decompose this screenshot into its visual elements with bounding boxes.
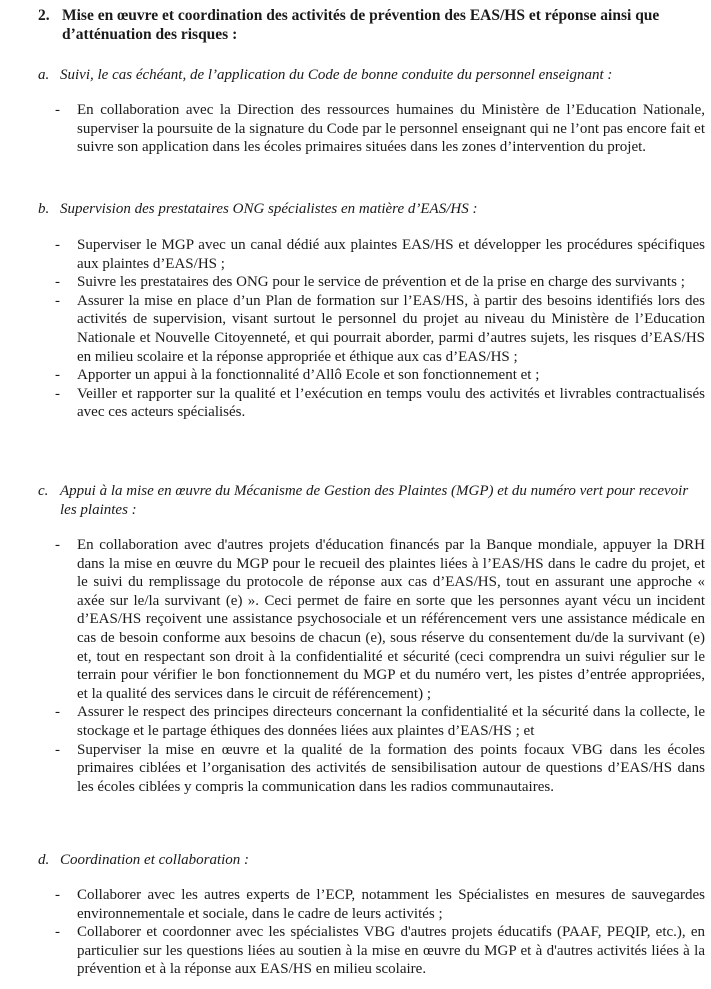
list-item-text: Veiller et rapporter sur la qualité et l’exécution en temps voulu des activités et livrables contractualisés avec ces acteurs spécialisés.	[77, 385, 705, 421]
section-number: 2.	[38, 7, 50, 24]
list-item	[55, 101, 705, 157]
subsection-title-text: Appui à la mise en œuvre du Mécanisme de Gestion des Plaintes (MGP) et du numéro vert pour recevoir les plaintes :	[60, 483, 689, 518]
subsection-c-title	[38, 482, 698, 520]
subsection-b-title	[38, 200, 698, 219]
bullet-dash: -	[55, 274, 60, 291]
list-item-text: En collaboration avec la Direction des ressources humaines du Ministère de l’Education Nationale, superviser la poursuite de la signature du Code par le personnel enseignant qui ne l’ont pas encore fait et suivre son application dans les écoles primaires situées dans les zones d’intervention du projet.	[77, 102, 705, 156]
list-item-text: Collaborer avec les autres experts de l’ECP, notamment les Spécialistes en mesures de sauvegardes environnementale et sociale, dans le cadre de leurs activités ;	[77, 887, 705, 922]
list-item-text: Superviser la mise en œuvre et la qualité de la formation des points focaux VBG dans les écoles primaires ciblées et l’organisation des activités de sensibilisation autour de questions d’EAS/HS dans les écoles ciblées y compris la communication dans les radios communautaires.	[77, 741, 705, 795]
subsection-title-text: Coordination et collaboration :	[60, 852, 250, 868]
list-item	[55, 703, 705, 740]
subsection-d-list	[55, 886, 705, 979]
list-item-text: Collaborer et coordonner avec les spécialistes VBG d'autres projets éducatifs (PAAF, PEQIP, etc.), en particulier sur les questions liées au soutien à la mise en œuvre du MGP et à d'autres activités liées à la prévention et à la réponse aux EAS/HS en milieu scolaire.	[77, 924, 705, 978]
bullet-dash: -	[55, 292, 60, 309]
bullet-dash: -	[55, 237, 60, 253]
section-heading	[38, 6, 698, 44]
bullet-dash: -	[55, 924, 60, 941]
subsection-a-title	[38, 66, 698, 85]
subsection-c-list	[55, 536, 705, 796]
subsection-a-list	[55, 101, 705, 157]
list-item-text: Apporter un appui à la fonctionnalité d’Allô Ecole et son fonctionnement et ;	[77, 367, 540, 384]
subsection-letter: d.	[38, 852, 50, 868]
subsection-title-text: Supervision des prestataires ONG spécialistes en matière d’EAS/HS :	[60, 201, 478, 217]
list-item	[55, 536, 705, 703]
bullet-dash: -	[55, 102, 60, 118]
list-item	[55, 923, 705, 979]
section-heading-text: Mise en œuvre et coordination des activités de prévention des EAS/HS et réponse ainsi que d’atténuation des risques :	[62, 7, 660, 43]
list-item-text: Assurer le respect des principes directeurs concernant la confidentialité et la sécurité dans la collecte, le stockage et le partage éthiques des données liées aux plaintes d’EAS/HS ; et	[77, 704, 705, 739]
bullet-dash: -	[55, 385, 60, 402]
subsection-letter: c.	[38, 483, 49, 499]
list-item	[55, 886, 705, 923]
subsection-b-list	[55, 236, 705, 422]
list-item	[55, 366, 705, 385]
bullet-dash: -	[55, 367, 60, 384]
bullet-dash: -	[55, 741, 60, 758]
list-item-text: Superviser le MGP avec un canal dédié aux plaintes EAS/HS et développer les procédures spécifiques aux plaintes d’EAS/HS ;	[77, 237, 705, 272]
list-item-text: Assurer la mise en place d’un Plan de formation sur l’EAS/HS, à partir des besoins identifiés lors des activités de supervision, visant surtout le personnel du projet au niveau du Ministère de l’Education Nationale et Nouvelle Citoyenneté, et qui pourrait aborder, parmi d’autres sujets, les risques d’EAS/HS en milieu scolaire et la réponse appropriée et éthique aux cas d’EAS/HS ;	[77, 292, 705, 365]
subsection-title-text: Suivi, le cas échéant, de l’application du Code de bonne conduite du personnel enseignant :	[60, 67, 613, 83]
bullet-dash: -	[55, 537, 60, 553]
list-item	[55, 273, 705, 292]
list-item-text: Suivre les prestataires des ONG pour le service de prévention et de la prise en charge des survivants ;	[77, 274, 685, 291]
subsection-letter: b.	[38, 201, 50, 217]
subsection-d-title	[38, 851, 698, 870]
bullet-dash: -	[55, 704, 60, 721]
bullet-dash: -	[55, 887, 60, 903]
list-item	[55, 741, 705, 797]
list-item	[55, 385, 705, 422]
list-item	[55, 292, 705, 366]
list-item-text: En collaboration avec d'autres projets d'éducation financés par la Banque mondiale, appuyer la DRH dans la mise en œuvre du MGP pour le recueil des plaintes liées à l’EAS/HS dans le cadre du projet, et le suivi du remplissage du protocole de réponse aux cas d’EAS/HS, tout en assurant une approche « axée sur le/la survivant (e) ». Ceci permet de faire en sorte que les personnes ayant vécu un incident d’EAS/HS reçoivent une assistance psychosociale et un référencement vers une assistance médicale en cas de besoin conforme aux besoins de chacun (e), sous réserve du consentement du/de la survivant (e) et, tout en respectant son droit à la confidentialité et sécurité (ceci comprendra un suivi régulier sur le terrain pour vérifier le bon fonctionnement du MGP et du numéro vert, les pistes d’entrée appropriées, et la qualité des services dans le circuit de référencement) ;	[77, 537, 705, 702]
list-item	[55, 236, 705, 273]
subsection-letter: a.	[38, 67, 50, 83]
